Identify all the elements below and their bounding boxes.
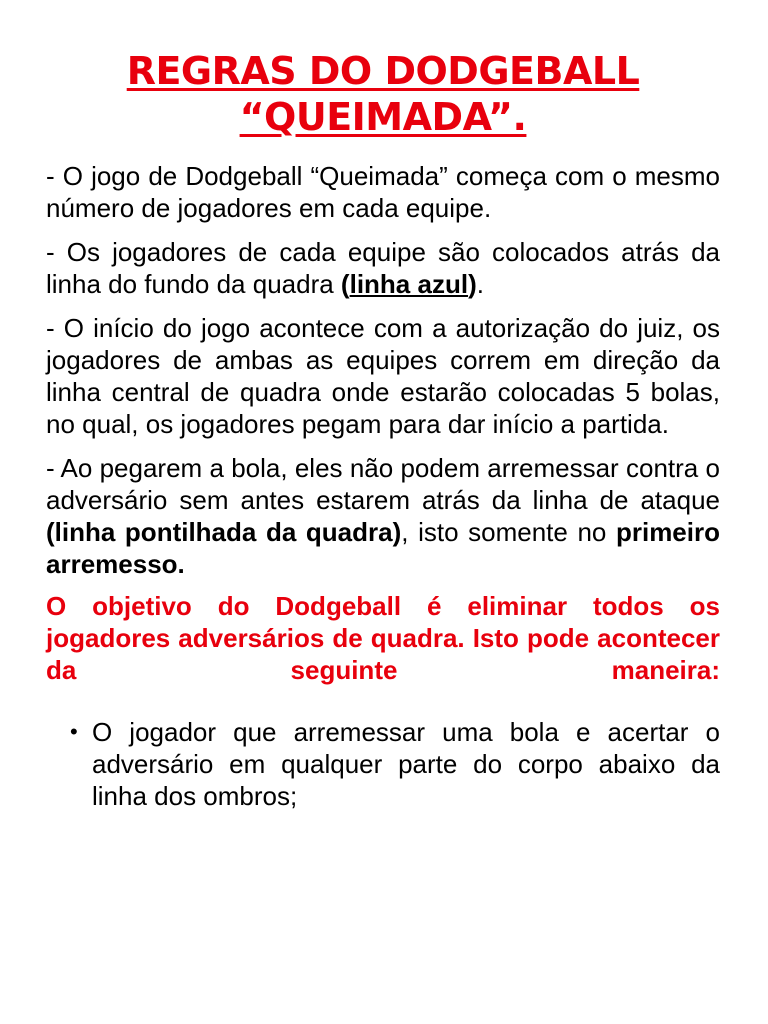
paragraph-player-position: [46, 236, 720, 300]
blue-line-period: .: [476, 269, 484, 299]
list-item: [46, 716, 720, 812]
title-line-1: REGRAS DO DODGEBALL: [126, 49, 640, 93]
objective-paragraph: O objetivo do Dodgeball é eliminar todos os jogadores adversários de quadra. Isto pode acontecer da seguinte maneira:: [46, 591, 720, 685]
document-title: [46, 48, 720, 140]
title-line-2: “QUEIMADA”.: [239, 95, 527, 139]
paragraph-first-throw: [46, 452, 720, 580]
list-item-text: O jogador que arremessar uma bola e acertar o adversário em qualquer parte do corpo abaixo da linha dos ombros;: [92, 717, 720, 811]
paragraph-start-of-game: - O jogo de Dodgeball “Queimada” começa com o mesmo número de jogadores em cada equipe.: [46, 161, 720, 223]
bullet-icon: •: [70, 719, 78, 744]
paragraph-first-throw-mid: , isto somente no: [401, 517, 616, 547]
paragraph-game-start: - O início do jogo acontece com a autorização do juiz, os jogadores de ambas as equipes correm em direção da linha central de quadra onde estarão colocadas 5 bolas, no qual, os jogadores pegam para dar início a partida.: [46, 313, 720, 439]
document-page: [46, 48, 720, 812]
elimination-rules-list: [46, 716, 720, 812]
paragraph-player-position-text: - Os jogadores de cada equipe são colocados atrás da linha do fundo da quadra: [46, 237, 720, 299]
paragraph-first-throw-text: - Ao pegarem a bola, eles não podem arremessar contra o adversário sem antes estarem atrás da linha de ataque: [46, 453, 720, 515]
blue-line-emphasis: linha azul: [349, 269, 469, 299]
blue-line-open-paren: (: [340, 269, 350, 299]
first-throw-emphasis: primeiro arremesso.: [46, 517, 720, 579]
blue-line-close-paren: ): [468, 269, 477, 299]
dotted-line-emphasis: (linha pontilhada da quadra): [46, 517, 402, 547]
